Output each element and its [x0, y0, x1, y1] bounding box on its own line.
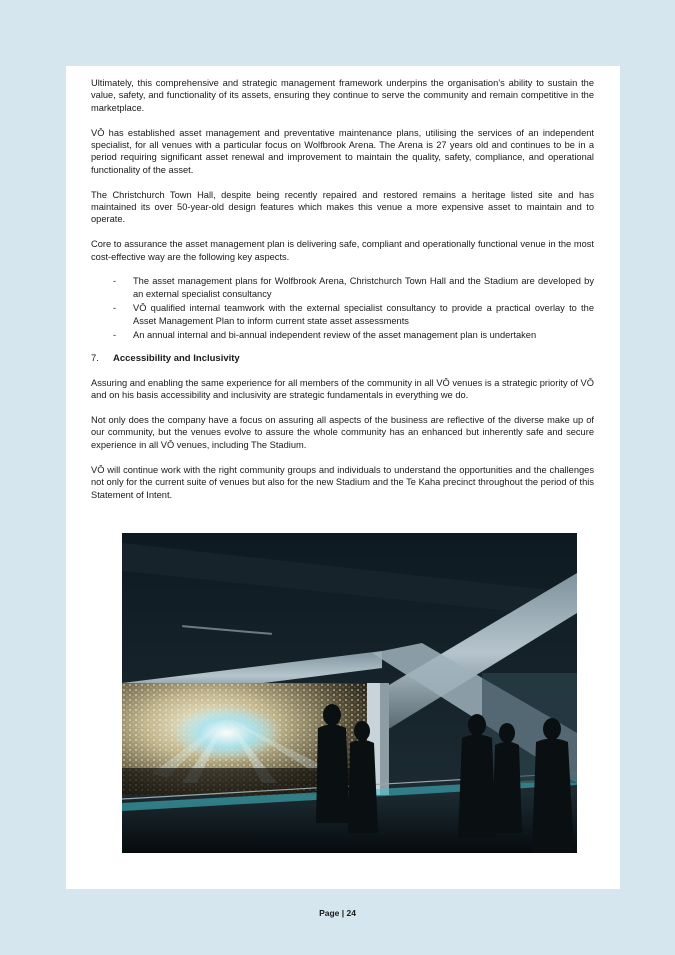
- page-number: Page | 24: [319, 908, 356, 918]
- bullet-dash: -: [113, 276, 117, 287]
- paragraph-town-hall: The Christchurch Town Hall, despite being recently repaired and restored remains a heritage listed site and has maintained its over 50-year-old design features which makes this venue a more expensive asset to maintain and to operate.: [91, 189, 594, 225]
- list-item: [91, 275, 594, 300]
- paragraph-accessibility-priority: Assuring and enabling the same experience for all members of the community in all VŌ venues is a strategic priority of VŌ and on his basis accessibility and inclusivity are strategic fundamentals in everything we do.: [91, 377, 594, 401]
- bullet-dash: -: [113, 330, 117, 341]
- paragraph-key-aspects: Core to assurance the asset management plan is delivering safe, compliant and operationally functional venue in the most cost-effective way are the following key aspects.: [91, 239, 594, 262]
- list-item-text: An annual internal and bi-annual independent review of the asset management plan is undertaken: [133, 330, 537, 341]
- paragraph-maintenance-plans: VŌ has established asset management and preventative maintenance plans, utilising the services of an independent specialist, for all venues with a particular focus on Wolfbrook Arena. The Arena is 27 years old and continues to be in a period requiring significant asset renewal and improvement to maintain the quality, safety, compliance, and operational functionality of the asset.: [91, 127, 594, 175]
- section-number: 7.: [91, 353, 99, 365]
- key-aspects-list: [91, 275, 594, 341]
- page-content: [91, 77, 594, 513]
- list-item: [91, 329, 594, 341]
- bullet-dash: -: [113, 303, 117, 314]
- list-item: [91, 302, 594, 327]
- paragraph-community-groups: VŌ will continue work with the right community groups and individuals to understand the opportunities and the challenges not only for the current suite of venues but also for the new Stadium and the Te Kaha precinct throughout the period of this Statement of Intent.: [91, 464, 594, 500]
- stadium-render-image: [122, 533, 577, 853]
- section-heading: [91, 353, 594, 365]
- document-page: [66, 66, 620, 889]
- list-item-text: The asset management plans for Wolfbrook Arena, Christchurch Town Hall and the Stadium are developed by an external specialist consultancy: [133, 276, 594, 299]
- paragraph-framework: Ultimately, this comprehensive and strategic management framework underpins the organisation’s ability to sustain the value, safety, and functionality of its assets, ensuring they continue to serve the community and remain competitive in the marketplace.: [91, 78, 594, 113]
- list-item-text: VŌ qualified internal teamwork with the external specialist consultancy to provide a practical overlay to the Asset Management Plan to inform current state asset assessments: [133, 303, 594, 326]
- section-title: Accessibility and Inclusivity: [113, 353, 240, 365]
- paragraph-diverse-community: Not only does the company have a focus on assuring all aspects of the business are reflective of the diverse make up of our community, but the venues evolve to assure the whole community has an enhanced but inherently safe and secure experience in all VŌ venues, including The Stadium.: [91, 415, 594, 450]
